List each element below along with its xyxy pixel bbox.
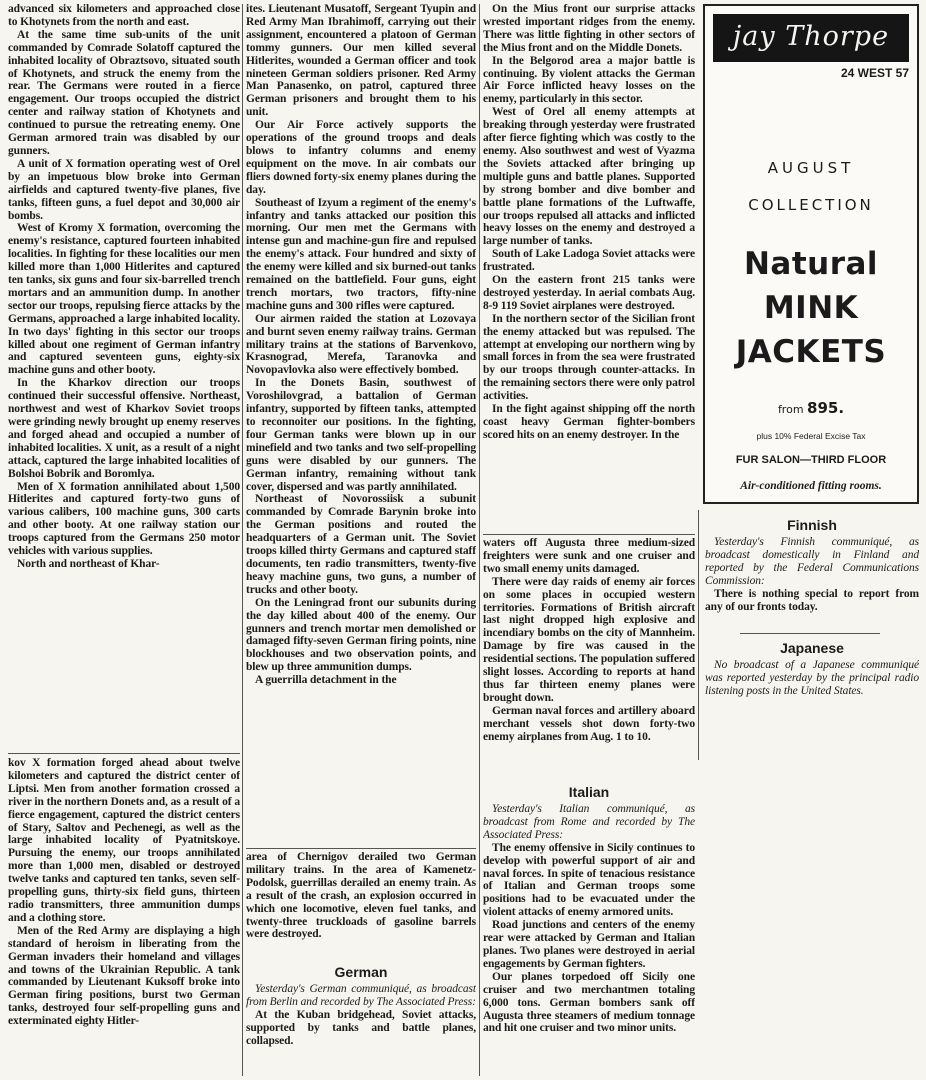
italian-heading: Italian xyxy=(568,784,610,800)
ad-fur-salon: FUR SALON—THIRD FLOOR xyxy=(735,454,887,466)
italian-communique xyxy=(483,780,695,1078)
ad-headline-natural: Natural xyxy=(743,246,879,282)
finnish-communique xyxy=(705,513,919,633)
ad-month: AUGUST xyxy=(767,159,855,177)
finnish-heading: Finnish xyxy=(787,517,837,533)
paragraph: At the same time sub-units of the unit commanded by Comrade Solatoff captured the inhabited locality of Obraztsovo, situated south of Khotynets, and struck the enemy from the rear. The Germans were routed in a fierce engagement. Our troops occupied the district center and railway station of Khotynets and continued to pursue the retreating enemy. One German armored train was disabled by our gunners. xyxy=(8,28,240,157)
ad-price-from: from xyxy=(777,403,804,416)
column-rule-3 xyxy=(698,510,699,760)
column-1-break-rule xyxy=(8,753,240,754)
paragraph: Our Air Force actively supports the operations of the ground troops and deals blows to infantry columns and enemy equipment on the move. In air combats our fliers downed forty-six enemy planes during the day. xyxy=(246,119,476,196)
paragraph: On the eastern front 215 tanks were destroyed yesterday. In aerial combats Aug. 8-9 119 Soviet airplanes were destroyed. xyxy=(483,274,695,312)
paragraph: Road junctions and centers of the enemy rear were attacked by German and Italian planes. Two planes were destroyed in aerial engagements by German fighters. xyxy=(483,919,695,970)
german-intro: Yesterday's German communiqué, as broadcast from Berlin and recorded by The Associated Press: xyxy=(246,983,476,1008)
paragraph: Northeast of Novorossiisk a subunit commanded by Comrade Barynin broke into the German positions and routed the headquarters of a German unit. The Soviet troops killed thirty Germans and captured staff documents, ten radio transmitters, twenty-five heavy machine guns, two guns, a number of trucks and other booty. xyxy=(246,493,476,596)
paragraph: German naval forces and artillery aboard merchant vessels shot down forty-two enemy airplanes from Aug. 1 to 10. xyxy=(483,704,695,743)
japanese-heading: Japanese xyxy=(780,640,844,656)
paragraph: West of Orel all enemy attempts at breaking through yesterday were frustrated after fierce fighting which was costly to the enemy. Also southwest and west of Vyazma the Soviets attacked after bringing up multiple guns and battle planes. Supported by strong bomber and dive bomber and battle plane formations of the Luftwaffe, our troops repulsed all attacks and inflicted heavy losses on the enemy and destroyed a large number of tanks. xyxy=(483,106,695,248)
paragraph: There were day raids of enemy air forces on some places in occupied western territories. Formations of British aircraft last night dropped high explosive and incendiary bombs on the city of Mannheim. Damage by fire was caused in the residential sections. The population suffered slight losses. According to reports at hand thus far thirteen enemy planes were brought down. xyxy=(483,575,695,704)
paragraph: Our planes torpedoed off Sicily one cruiser and two merchantmen totaling 6,000 tons. German bombers sank off Augusta three steamers of medium tonnage and hit one cruiser and two minor units. xyxy=(483,970,695,1035)
finnish-body xyxy=(705,588,919,614)
column-1 xyxy=(8,3,240,751)
german-body xyxy=(246,1009,476,1048)
german-heading: German xyxy=(334,964,388,980)
paragraph: Men of X formation annihilated about 1,500 Hitlerites and captured forty-two guns of various calibers, 100 machine guns, 300 carts and other booty. At one railway station our troops captured from the Germans 250 motor vehicles with various supplies. xyxy=(8,480,240,558)
paragraph: Southeast of Izyum a regiment of the enemy's infantry and tanks attacked our position this morning. Our men met the Germans with intense gun and machine-gun fire and repulsed the enemy's attack. Four hundred and sixty of the enemy were killed and six burned-out tanks remained on the battlefield. Four guns, eight trench mortars, two tractors, fifty-nine machine guns and 300 rifles were captured. xyxy=(246,196,476,312)
paragraph: area of Chernigov derailed two German military trains. In the area of Kamenetz-Podolsk, guerrillas derailed an enemy train. As a result of the crash, an explosion occurred in which one locomotive, eleven fuel tanks, and twenty-three truckloads of gasoline barrels were destroyed. xyxy=(246,851,476,941)
ad-collection: COLLECTION xyxy=(748,196,874,214)
column-3 xyxy=(483,3,695,533)
column-2-continued xyxy=(246,851,476,955)
german-communique xyxy=(246,960,476,1078)
column-3-break-rule xyxy=(483,534,695,535)
paragraph: Men of the Red Army are displaying a high standard of heroism in liberating from the German invaders their homeland and villages and towns of the Ukrainian Republic. A tank commanded by Lieutenant Kuksoff broke into German firing positions, burst two German tanks, destroyed four self-propelling guns and exterminated eighty Hitler- xyxy=(8,924,240,1028)
paragraph: South of Lake Ladoga Soviet attacks were frustrated. xyxy=(483,248,695,274)
paragraph: On the Leningrad front our subunits during the day killed about 400 of the enemy. Our gunners and trench mortar men demolished or damaged fifty-seven German firing points, nine blockhouses and two observation points, and blew up three ammunition dumps. xyxy=(246,596,476,674)
column-2 xyxy=(246,3,476,846)
paragraph: North and northeast of Khar- xyxy=(17,557,160,570)
ad-price xyxy=(705,399,917,417)
paragraph: There is nothing special to report from any of our fronts today. xyxy=(705,587,919,613)
paragraph: In the fight against shipping off the north coast heavy German fighter-bombers scored hits on an enemy destroyer. In the xyxy=(483,403,695,441)
column-3-continued xyxy=(483,537,695,771)
paragraph: A guerrilla detachment in the xyxy=(255,674,397,687)
ad-air-conditioned: Air-conditioned fitting rooms. xyxy=(740,480,882,492)
ad-address: 24 WEST 57 xyxy=(840,66,909,80)
ad-tax-note: plus 10% Federal Excise Tax xyxy=(756,431,866,441)
japanese-intro: No broadcast of a Japanese communiqué was reported yesterday by the principal radio listening posts in the United States. xyxy=(705,659,919,697)
paragraph: Our airmen raided the station at Lozovaya and burnt seven enemy railway trains. German military trains at the stations of Barvenkovo, Krasnograd, Merefa, Taranovka and Novopavlovka also were effectively bombed. xyxy=(246,312,476,377)
column-2-break-rule xyxy=(246,848,476,849)
paragraph: In the Belgorod area a major battle is continuing. By violent attacks the German Air Force inflicted heavy losses on the enemy, particularly in this sector. xyxy=(483,54,695,106)
paragraph: advanced six kilometers and approached close to Khotynets from the north and east. xyxy=(8,3,240,28)
italian-intro: Yesterday's Italian communiqué, as broadcast from Rome and recorded by The Associated Press: xyxy=(483,803,695,841)
finnish-japanese-rule xyxy=(740,633,880,634)
ad-headline-jackets: JACKETS xyxy=(735,334,887,370)
paragraph: The enemy offensive in Sicily continues to develop with powerful support of air and naval forces. In spite of tenacious resistance of Italian and German troops some positions had to be evacuated under the violent attacks of enemy armored units. xyxy=(483,841,695,919)
paragraph: In the northern sector of the Sicilian front the enemy attacked but was repulsed. The attempt at enveloping our northern wing by small forces in from the sea were frustrated by our troops through counter-attacks. In the remaining sectors there were only patrol activities. xyxy=(483,312,695,403)
japanese-communique xyxy=(705,636,919,746)
paragraph: ites. Lieutenant Musatoff, Sergeant Tyupin and Red Army Man Ibrahimoff, carrying out their assignment, encountered a platoon of German tommy gunners. Our men killed several Hitlerites, wounded a German officer and took nineteen German soldiers prisoner. Red Army Man Panasenko, on patrol, captured three German prisoners and brought them to his unit. xyxy=(246,3,476,119)
column-rule-2 xyxy=(479,4,480,1076)
paragraph: On the Mius front our surprise attacks wrested important ridges from the enemy. There was little fighting in other sectors of the Mius front and on the Middle Donets. xyxy=(483,3,695,54)
paragraph: In the Donets Basin, southwest of Voroshilovgrad, a battalion of German infantry, supported by fifteen tanks, attempted to reconnoiter our positions. In the fighting, four German tanks were blown up in our minefield and two tanks and two self-propelling guns were disabled by our gunners. The German infantry, remaining without tank cover, dispersed and was partly annihilated. xyxy=(246,377,476,493)
paragraph: In the Kharkov direction our troops continued their successful offensive. Northeast, northwest and west of Kharkov Soviet troops were grinding newly brought up enemy reserves and forged ahead and occupied a number of inhabited localities. X unit, as a result of a night attack, captured the large inhabited localities of Bolshoi Bobrik and Boromlya. xyxy=(8,377,240,480)
paragraph: West of Kromy X formation, overcoming the enemy's resistance, captured fourteen inhabited localities. In fighting for these localities our men killed more than 1,000 Hitlerites and captured ten tanks, six guns and four six-barrelled trench mortars and an ammunition dump. In another sector our troops, repulsing fierce attacks by the Germans, approached a large inhabited locality. In two days' fighting in this sector our troops killed about one regiment of German infantry and captured seventeen guns, eighty-six machine guns and other booty. xyxy=(8,222,240,377)
jay-thorpe-logo: jay Thorpe xyxy=(713,14,909,62)
ad-price-value: 895. xyxy=(807,399,845,417)
paragraph: A unit of X formation operating west of Orel by an impetuous blow broke into German airfields and captured twenty-five planes, five tanks, fifteen guns, a fuel depot and 30,000 air bombs. xyxy=(8,157,240,222)
paragraph: waters off Augusta three medium-sized freighters were sunk and one cruiser and two small enemy units damaged. xyxy=(483,537,695,575)
column-1-continued xyxy=(8,757,240,1077)
jay-thorpe-advertisement xyxy=(703,4,919,504)
column-rule-1 xyxy=(242,4,243,1076)
paragraph: kov X formation forged ahead about twelve kilometers and captured the district center of Liptsi. Men from another formation crossed a river in the northern Donets and, as a result of a fierce engagement, captured the district centers of Stary, Saltov and Pechenegi, as well as the large inhabited locality of Pyatnitskoye. Pursuing the enemy, our troops annihilated more than 1,000 men, disabled or destroyed twelve tanks and captured ten tanks, seven self-propelling guns, thirty-six field guns, thirteen radio transmitters, three ammunition dumps and a clothing store. xyxy=(8,757,240,924)
italian-body xyxy=(483,842,695,1036)
paragraph: At the Kuban bridgehead, Soviet attacks, supported by tanks and battle planes, collapsed. xyxy=(246,1008,476,1047)
finnish-intro: Yesterday's Finnish communiqué, as broadcast domestically in Finland and reported by the Federal Communications Commission: xyxy=(705,536,919,587)
ad-headline-mink: MINK xyxy=(763,290,859,326)
